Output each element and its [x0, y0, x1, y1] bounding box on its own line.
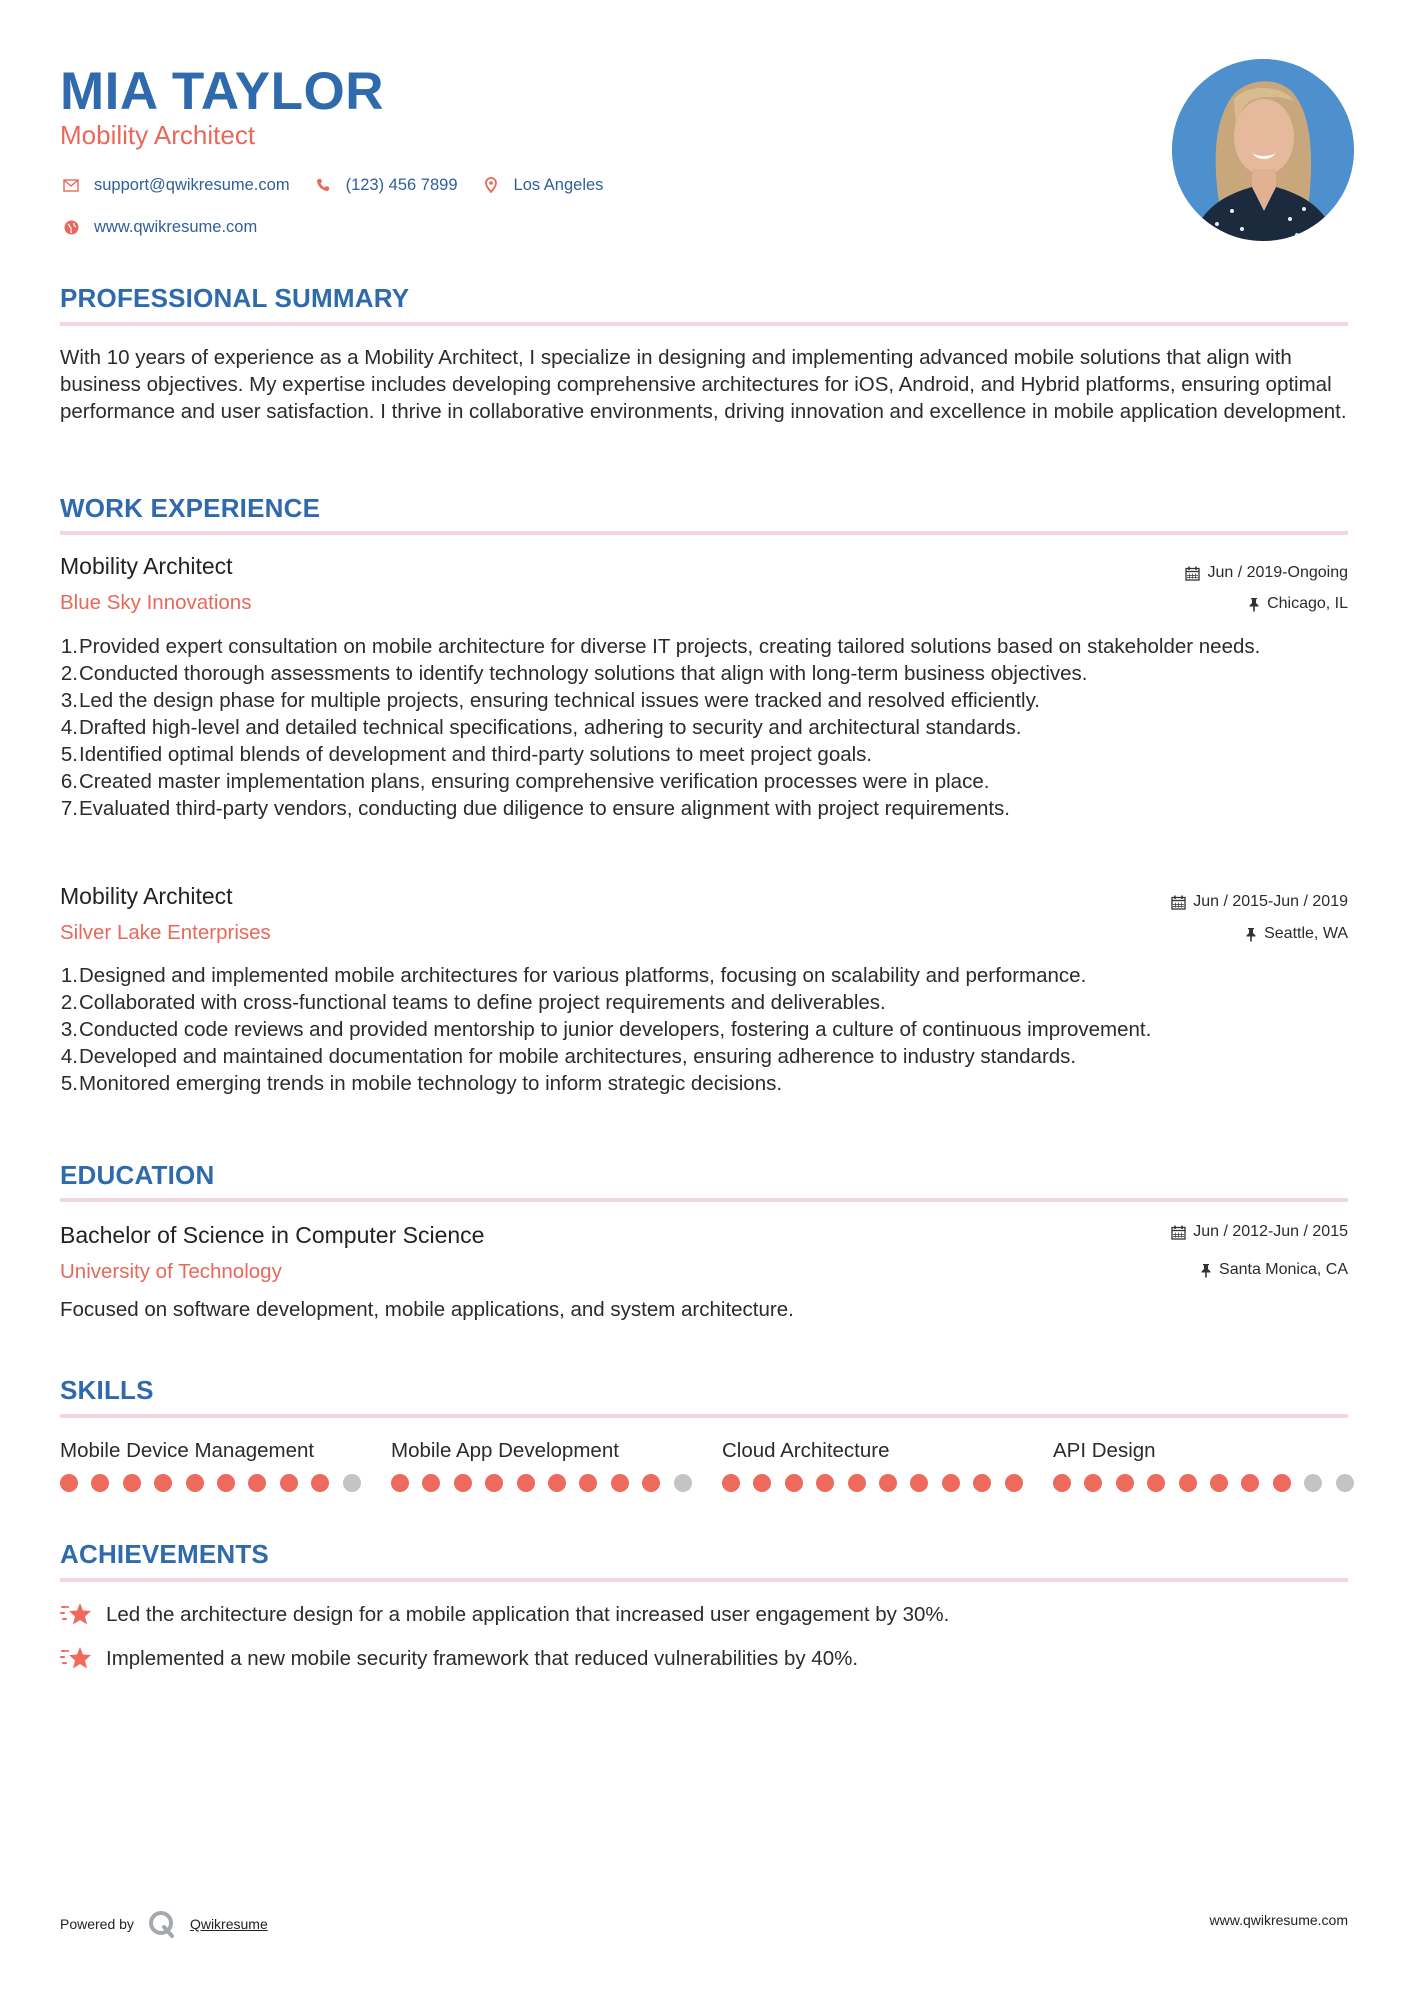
- education-location: [1200, 1260, 1348, 1280]
- rating-dot-filled: [1179, 1474, 1197, 1492]
- job-title: Mobility Architect: [60, 883, 233, 909]
- rating-dot-filled: [311, 1474, 329, 1492]
- job-title: Mobility Architect: [60, 553, 233, 579]
- pushpin-icon: [1245, 927, 1257, 942]
- rating-dot-filled: [91, 1474, 109, 1492]
- rating-dot-filled: [848, 1474, 866, 1492]
- powered-by-label: Powered by: [60, 1916, 134, 1932]
- section-divider: [60, 1198, 1348, 1202]
- rating-dot-filled: [722, 1474, 740, 1492]
- globe-icon: [60, 220, 82, 235]
- rating-dot-filled: [485, 1474, 503, 1492]
- skill-name: API Design: [1053, 1439, 1156, 1462]
- rating-dot-filled: [642, 1474, 660, 1492]
- bullet-item: 4. Drafted high-level and detailed technical specifications, adhering to security and architectural standards.: [60, 716, 1022, 739]
- candidate-name: MIA TAYLOR: [60, 62, 384, 121]
- rating-dot-filled: [391, 1474, 409, 1492]
- job-dates: [1171, 892, 1348, 912]
- summary-text: With 10 years of experience as a Mobility Architect, I specialize in designing and implementing advanced mobile solutions that align with business objectives. My expertise includes developing comprehensive architectures for iOS, Android, and Hybrid platforms, ensuring optimal performance and user satisfaction. I thrive in collaborative environments, driving innovation and excellence in mobile application development.: [60, 346, 1347, 423]
- bullet-item: 3. Conducted code reviews and provided mentorship to junior developers, fostering a culture of continuous improvement.: [60, 1018, 1152, 1041]
- rating-dot-filled: [60, 1474, 78, 1492]
- rating-dot-filled: [422, 1474, 440, 1492]
- rating-dot-filled: [942, 1474, 960, 1492]
- calendar-icon: [1171, 1225, 1186, 1240]
- section-title-skills: SKILLS: [60, 1375, 154, 1405]
- rating-dot-filled: [217, 1474, 235, 1492]
- job-bullets: [60, 962, 1350, 1097]
- rating-dot-empty: [343, 1474, 361, 1492]
- rating-dot-filled: [248, 1474, 266, 1492]
- rating-dot-filled: [910, 1474, 928, 1492]
- contact-row-1: [60, 174, 603, 196]
- education-location-text: Santa Monica, CA: [1219, 1261, 1348, 1278]
- skill-name: Cloud Architecture: [722, 1439, 890, 1462]
- calendar-icon: [1185, 566, 1200, 581]
- candidate-title: Mobility Architect: [60, 120, 256, 150]
- section-divider: [60, 322, 1348, 326]
- job-dates-text: Jun / 2015-Jun / 2019: [1193, 893, 1348, 910]
- education-dates: [1171, 1222, 1348, 1242]
- rating-dot-filled: [879, 1474, 897, 1492]
- rating-dot-empty: [674, 1474, 692, 1492]
- bullet-item: 4. Developed and maintained documentation for mobile architectures, ensuring adherence to industry standards.: [60, 1045, 1077, 1068]
- phone-icon: [312, 178, 334, 192]
- achievement-item: [60, 1600, 949, 1628]
- achievement-text: Implemented a new mobile security framework that reduced vulnerabilities by 40%.: [106, 1646, 859, 1670]
- skill-item: [722, 1438, 1042, 1492]
- rating-dot-filled: [1005, 1474, 1023, 1492]
- bullet-item: 7. Evaluated third-party vendors, conducting due diligence to ensure alignment with project requirements.: [60, 797, 1010, 820]
- job-dates: [1185, 563, 1348, 583]
- section-divider: [60, 1414, 1348, 1418]
- bullet-item: 2. Collaborated with cross-functional teams to define project requirements and deliverables.: [60, 991, 886, 1014]
- rating-dot-filled: [154, 1474, 172, 1492]
- section-title-education: EDUCATION: [60, 1160, 215, 1190]
- rating-dot-filled: [973, 1474, 991, 1492]
- rating-dot-filled: [1084, 1474, 1102, 1492]
- section-title-achievements: ACHIEVEMENTS: [60, 1539, 269, 1569]
- contact-row-2: [60, 216, 257, 238]
- rating-dot-filled: [186, 1474, 204, 1492]
- rating-dot-filled: [816, 1474, 834, 1492]
- skill-rating: [1053, 1474, 1373, 1492]
- rating-dot-filled: [123, 1474, 141, 1492]
- pushpin-icon: [1200, 1263, 1212, 1278]
- email-link[interactable]: support@qwikresume.com: [94, 176, 290, 194]
- bullet-item: 3. Led the design phase for multiple projects, ensuring technical issues were tracked and resolved efficiently.: [60, 689, 1040, 712]
- envelope-icon: [60, 179, 82, 192]
- job-company: Blue Sky Innovations: [60, 591, 252, 614]
- pushpin-icon: [1248, 597, 1260, 612]
- skill-item: [391, 1438, 711, 1492]
- education-dates-text: Jun / 2012-Jun / 2015: [1193, 1223, 1348, 1240]
- calendar-icon: [1171, 895, 1186, 910]
- location-text: Los Angeles: [513, 176, 604, 194]
- bullet-item: 1. Designed and implemented mobile architectures for various platforms, focusing on scalability and performance.: [60, 964, 1087, 987]
- bullet-item: 5. Monitored emerging trends in mobile technology to inform strategic decisions.: [60, 1072, 783, 1095]
- phone-number[interactable]: (123) 456 7899: [345, 176, 458, 194]
- profile-photo: [1172, 59, 1354, 241]
- skill-rating: [722, 1474, 1042, 1492]
- footer-website-link[interactable]: www.qwikresume.com: [1209, 1912, 1348, 1928]
- rating-dot-filled: [1273, 1474, 1291, 1492]
- rating-dot-filled: [579, 1474, 597, 1492]
- rating-dot-filled: [611, 1474, 629, 1492]
- rating-dot-empty: [1304, 1474, 1322, 1492]
- skill-name: Mobile Device Management: [60, 1439, 315, 1462]
- rating-dot-filled: [753, 1474, 771, 1492]
- rating-dot-filled: [1147, 1474, 1165, 1492]
- job-location: [1245, 924, 1348, 944]
- rating-dot-filled: [517, 1474, 535, 1492]
- section-title-summary: PROFESSIONAL SUMMARY: [60, 283, 410, 313]
- job-dates-text: Jun / 2019-Ongoing: [1207, 564, 1348, 581]
- education-degree: Bachelor of Science in Computer Science: [60, 1222, 485, 1248]
- achievement-text: Led the architecture design for a mobile application that increased user engagement by 30%.: [106, 1602, 950, 1626]
- website-link[interactable]: www.qwikresume.com: [94, 218, 258, 236]
- bullet-item: 6. Created master implementation plans, ensuring comprehensive verification processes were in place.: [60, 770, 990, 793]
- skill-rating: [60, 1474, 380, 1492]
- rating-dot-filled: [1241, 1474, 1259, 1492]
- bullet-item: 1. Provided expert consultation on mobile architecture for diverse IT projects, creating tailored solutions based on stakeholder needs.: [60, 635, 1261, 658]
- skill-item: [60, 1438, 380, 1492]
- bullet-item: 5. Identified optimal blends of development and third-party solutions to meet project goals.: [60, 743, 873, 766]
- rating-dot-empty: [1336, 1474, 1354, 1492]
- rating-dot-filled: [785, 1474, 803, 1492]
- rating-dot-filled: [454, 1474, 472, 1492]
- achievement-item: [60, 1644, 858, 1672]
- education-description: Focused on software development, mobile applications, and system architecture.: [60, 1298, 794, 1321]
- job-location-text: Seattle, WA: [1264, 925, 1348, 942]
- rating-dot-filled: [548, 1474, 566, 1492]
- job-bullets: [60, 633, 1350, 822]
- skill-item: [1053, 1438, 1373, 1492]
- section-divider: [60, 1578, 1348, 1582]
- section-divider: [60, 531, 1348, 535]
- star-badge-icon: [60, 1600, 94, 1628]
- star-badge-icon: [60, 1644, 94, 1672]
- bullet-item: 2. Conducted thorough assessments to identify technology solutions that align with long-term business objectives.: [60, 662, 1088, 685]
- map-pin-icon: [480, 177, 502, 193]
- footer-powered-by: [60, 1910, 268, 1938]
- skill-name: Mobile App Development: [391, 1439, 619, 1462]
- rating-dot-filled: [1210, 1474, 1228, 1492]
- qwikresume-logo-icon: [148, 1910, 176, 1938]
- job-location-text: Chicago, IL: [1267, 595, 1348, 612]
- rating-dot-filled: [1116, 1474, 1134, 1492]
- skill-rating: [391, 1474, 711, 1492]
- job-location: [1248, 594, 1348, 614]
- section-title-experience: WORK EXPERIENCE: [60, 493, 321, 523]
- rating-dot-filled: [1053, 1474, 1071, 1492]
- job-company: Silver Lake Enterprises: [60, 921, 271, 944]
- rating-dot-filled: [280, 1474, 298, 1492]
- education-school: University of Technology: [60, 1260, 282, 1283]
- qwikresume-link[interactable]: Qwikresume: [189, 1916, 268, 1932]
